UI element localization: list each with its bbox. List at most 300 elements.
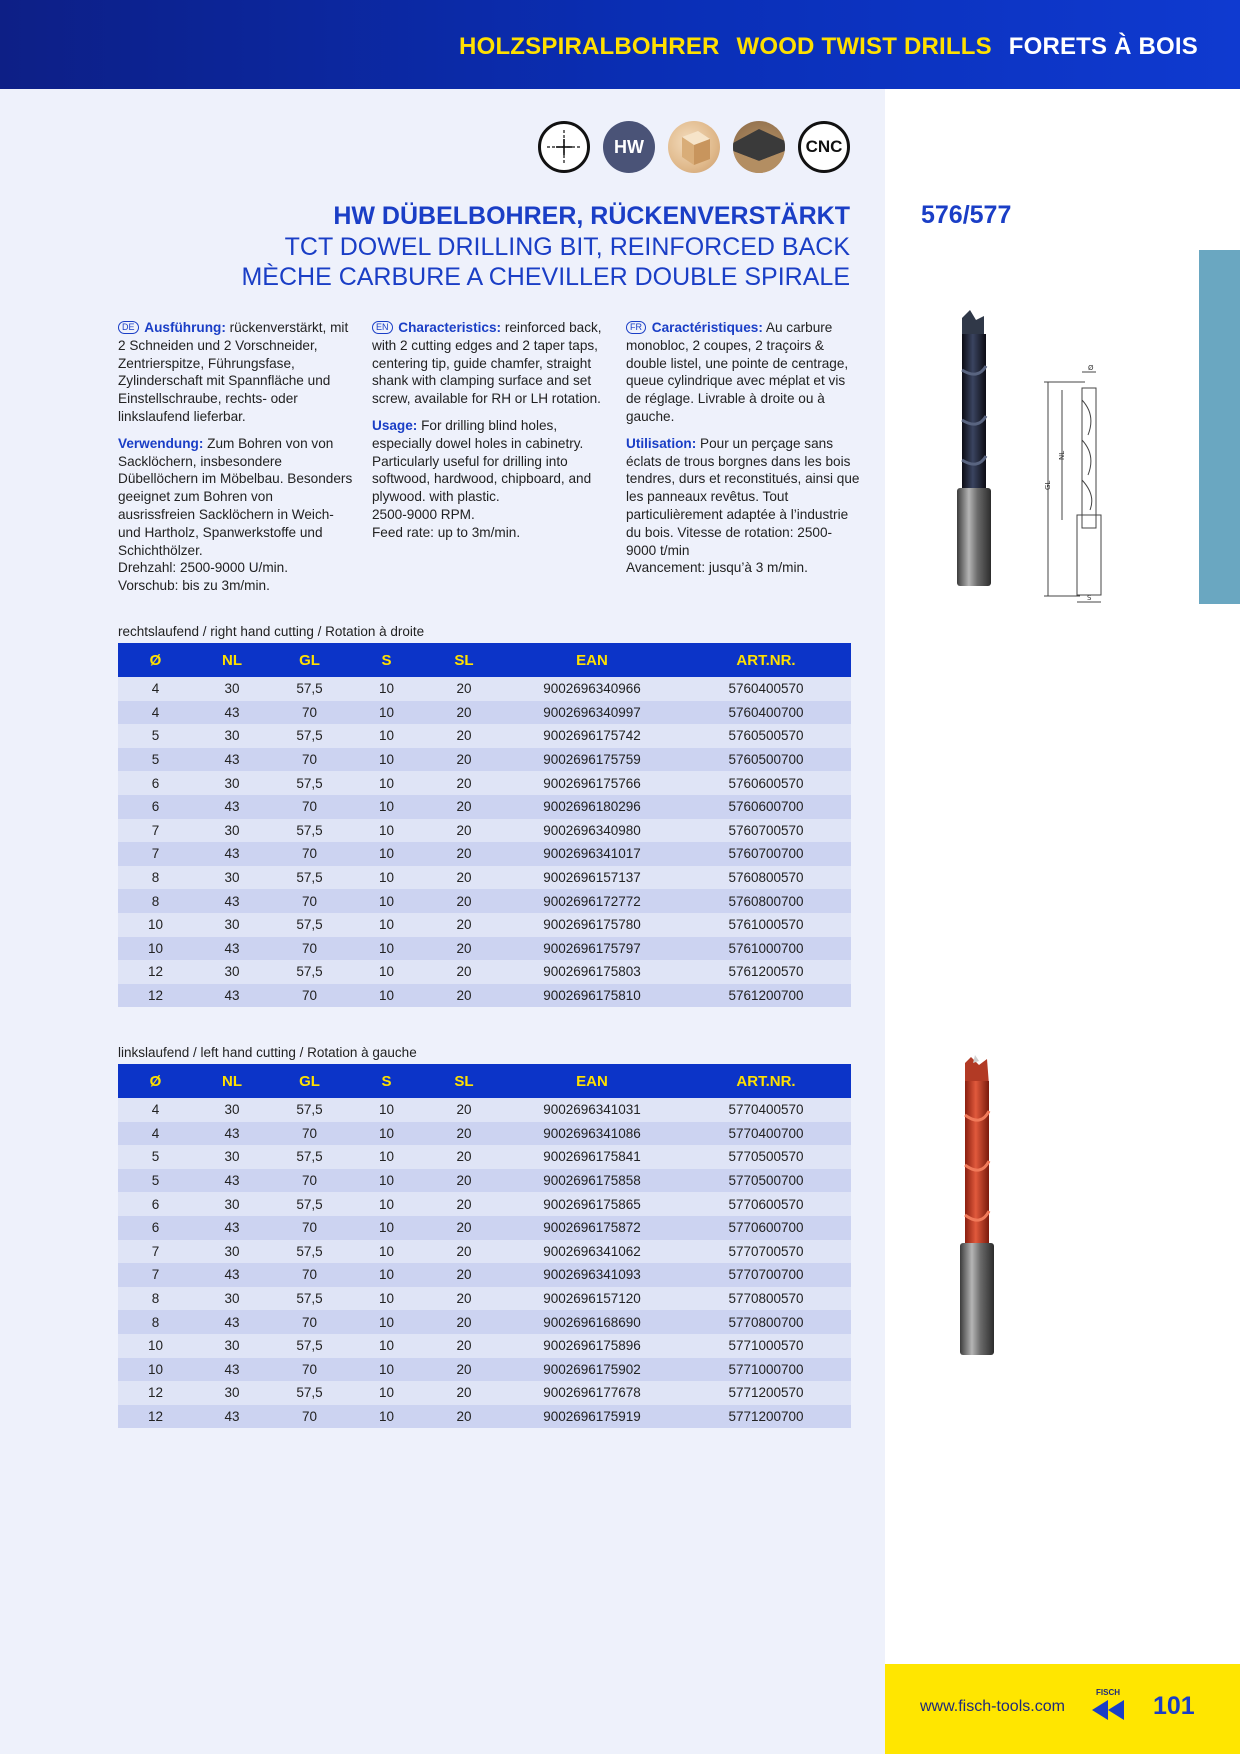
cell-s: 10: [348, 1287, 425, 1311]
description-de-usage: [118, 435, 353, 595]
table-header-row: [118, 643, 851, 677]
footer-bar: [885, 1664, 1240, 1754]
cell-art-nr: 5760400700: [681, 701, 851, 725]
cell-s: 10: [348, 748, 425, 772]
cell-diameter: 7: [118, 1240, 193, 1264]
cell-art-nr: 5770800700: [681, 1310, 851, 1334]
column-header-ean: EAN: [503, 643, 681, 677]
cell-gl: 70: [271, 1310, 348, 1334]
cell-nl: 30: [193, 771, 271, 795]
cell-nl: 43: [193, 937, 271, 961]
cell-nl: 43: [193, 1358, 271, 1382]
cell-s: 10: [348, 677, 425, 701]
cell-s: 10: [348, 701, 425, 725]
column-header-s: S: [348, 643, 425, 677]
cell-art-nr: 5770400700: [681, 1122, 851, 1146]
cell-ean: 9002696175780: [503, 913, 681, 937]
table-row: [118, 701, 851, 725]
column-header-nl: NL: [193, 1064, 271, 1098]
description-line: Feed rate: up to 3m/min.: [372, 524, 521, 540]
description-label: Usage:: [372, 417, 418, 433]
cell-diameter: 4: [118, 1122, 193, 1146]
description-fr-characteristics: [626, 319, 861, 426]
cell-nl: 43: [193, 795, 271, 819]
cell-s: 10: [348, 724, 425, 748]
header-title-en: WOOD TWIST DRILLS: [736, 33, 992, 60]
cell-diameter: 10: [118, 1358, 193, 1382]
cell-art-nr: 5770400570: [681, 1098, 851, 1122]
cell-gl: 70: [271, 748, 348, 772]
cell-sl: 20: [425, 889, 503, 913]
cell-sl: 20: [425, 1145, 503, 1169]
cell-nl: 30: [193, 1381, 271, 1405]
feature-icons: [538, 121, 850, 173]
table-row: [118, 960, 851, 984]
cell-ean: 9002696175841: [503, 1145, 681, 1169]
right-hand-table: [118, 643, 851, 1007]
cell-nl: 43: [193, 701, 271, 725]
cell-nl: 43: [193, 1216, 271, 1240]
description-line: Avancement: jusqu’à 3 m/min.: [626, 560, 808, 576]
cell-ean: 9002696175803: [503, 960, 681, 984]
cell-sl: 20: [425, 960, 503, 984]
cell-nl: 30: [193, 1145, 271, 1169]
cell-s: 10: [348, 1263, 425, 1287]
cell-art-nr: 5771200570: [681, 1381, 851, 1405]
cell-art-nr: 5771200700: [681, 1405, 851, 1429]
cell-diameter: 7: [118, 842, 193, 866]
cell-ean: 9002696175865: [503, 1192, 681, 1216]
cell-art-nr: 5761200570: [681, 960, 851, 984]
cell-art-nr: 5770700570: [681, 1240, 851, 1264]
footer-url[interactable]: www.fisch-tools.com: [920, 1698, 1065, 1715]
cell-ean: 9002696341017: [503, 842, 681, 866]
cell-sl: 20: [425, 1192, 503, 1216]
drill-image-black: [940, 310, 1010, 590]
cell-s: 10: [348, 1169, 425, 1193]
cell-gl: 57,5: [271, 819, 348, 843]
table-row: [118, 1122, 851, 1146]
cell-ean: 9002696340997: [503, 701, 681, 725]
cell-s: 10: [348, 771, 425, 795]
cell-diameter: 8: [118, 1310, 193, 1334]
column-header-gl: GL: [271, 643, 348, 677]
description-text: Pour un perçage sans éclats de trous borgnes dans les bois tendres, durs et reconstitués, ainsi que les panneaux revêtus. Tout particulièrement adaptée à l’industrie du bois. Vitesse de rotation: 2500-9000 t/min: [626, 435, 860, 558]
table-row: [118, 677, 851, 701]
cell-art-nr: 5760400570: [681, 677, 851, 701]
cell-sl: 20: [425, 724, 503, 748]
dimension-label-nl: NL: [1058, 450, 1066, 460]
cell-ean: 9002696341062: [503, 1240, 681, 1264]
cell-sl: 20: [425, 1405, 503, 1429]
table-row: [118, 1145, 851, 1169]
cell-s: 10: [348, 1310, 425, 1334]
table-row: [118, 795, 851, 819]
cell-ean: 9002696175742: [503, 724, 681, 748]
cell-art-nr: 5760700700: [681, 842, 851, 866]
description-en: [372, 319, 607, 551]
table-row: [118, 1381, 851, 1405]
cell-art-nr: 5761200700: [681, 984, 851, 1008]
description-line: 2500-9000 RPM.: [372, 506, 475, 522]
table-row: [118, 913, 851, 937]
cell-diameter: 7: [118, 819, 193, 843]
cell-art-nr: 5770800570: [681, 1287, 851, 1311]
cell-art-nr: 5760700570: [681, 819, 851, 843]
description-label: Verwendung:: [118, 435, 204, 451]
cell-gl: 57,5: [271, 1287, 348, 1311]
description-text: reinforced back, with 2 cutting edges and 2 taper taps, centering tip, guide chamfer, straight shank with clamping surface and set screw, available for RH or LH rotation.: [372, 320, 602, 407]
table-row: [118, 1310, 851, 1334]
cell-sl: 20: [425, 701, 503, 725]
cell-gl: 70: [271, 701, 348, 725]
cell-ean: 9002696340966: [503, 677, 681, 701]
wood-icon: [668, 121, 720, 173]
cell-ean: 9002696172772: [503, 889, 681, 913]
cell-gl: 70: [271, 1216, 348, 1240]
cell-sl: 20: [425, 1310, 503, 1334]
cell-diameter: 10: [118, 937, 193, 961]
cell-art-nr: 5760600700: [681, 795, 851, 819]
cell-diameter: 12: [118, 1381, 193, 1405]
cell-diameter: 8: [118, 889, 193, 913]
table-row: [118, 1240, 851, 1264]
cell-diameter: 5: [118, 724, 193, 748]
cell-sl: 20: [425, 842, 503, 866]
cell-s: 10: [348, 1216, 425, 1240]
description-text: rückenverstärkt, mit 2 Schneiden und 2 Vorschneider, Zentrierspitze, Führungsfase, Zylinderschaft mit Spannfläche und Einstellschraube, rechts- oder linkslaufend lieferbar.: [118, 320, 349, 424]
table-row: [118, 1334, 851, 1358]
cell-nl: 43: [193, 889, 271, 913]
table-row: [118, 889, 851, 913]
cell-sl: 20: [425, 1287, 503, 1311]
table-row: [118, 937, 851, 961]
cell-sl: 20: [425, 795, 503, 819]
cell-sl: 20: [425, 1358, 503, 1382]
product-title-fr: MÈCHE CARBURE A CHEVILLER DOUBLE SPIRALE: [241, 263, 850, 291]
cell-nl: 30: [193, 1098, 271, 1122]
cell-gl: 57,5: [271, 1098, 348, 1122]
cell-art-nr: 5770600700: [681, 1216, 851, 1240]
cell-ean: 9002696175919: [503, 1405, 681, 1429]
cell-art-nr: 5760800700: [681, 889, 851, 913]
cell-gl: 70: [271, 842, 348, 866]
table-row: [118, 1098, 851, 1122]
cell-diameter: 10: [118, 913, 193, 937]
page-number: 101: [1153, 1692, 1195, 1720]
cell-diameter: 5: [118, 1145, 193, 1169]
description-de-characteristics: [118, 319, 353, 426]
table-row: [118, 842, 851, 866]
cell-diameter: 5: [118, 1169, 193, 1193]
cnc-icon: [798, 121, 850, 173]
cell-gl: 57,5: [271, 1240, 348, 1264]
column-header-diameter: Ø: [118, 1064, 193, 1098]
cell-art-nr: 5771000700: [681, 1358, 851, 1382]
cell-s: 10: [348, 984, 425, 1008]
table-row: [118, 819, 851, 843]
section-tab: [1199, 250, 1240, 604]
cell-nl: 43: [193, 1310, 271, 1334]
cell-gl: 57,5: [271, 913, 348, 937]
cell-s: 10: [348, 1192, 425, 1216]
cell-ean: 9002696175896: [503, 1334, 681, 1358]
cell-art-nr: 5760800570: [681, 866, 851, 890]
column-header-art-nr: ART.NR.: [681, 643, 851, 677]
description-text: Au carbure monobloc, 2 coupes, 2 traçoirs & double listel, une pointe de centrage, queue cylindrique avec méplat et vis de réglage. Livrable à droite ou à gauche.: [626, 320, 849, 424]
column-header-sl: SL: [425, 1064, 503, 1098]
cell-ean: 9002696175797: [503, 937, 681, 961]
header-title-fr: FORETS À BOIS: [1008, 33, 1198, 60]
cell-ean: 9002696168690: [503, 1310, 681, 1334]
cell-sl: 20: [425, 984, 503, 1008]
right-table-caption: rechtslaufend / right hand cutting / Rotation à droite: [118, 624, 425, 639]
drill-dimension-drawing: [1040, 360, 1120, 605]
cell-ean: 9002696180296: [503, 795, 681, 819]
cell-art-nr: 5760600570: [681, 771, 851, 795]
cell-nl: 30: [193, 866, 271, 890]
product-title-de: HW DÜBELBOHRER, RÜCKENVERSTÄRKT: [333, 202, 850, 230]
cell-ean: 9002696341093: [503, 1263, 681, 1287]
cell-diameter: 6: [118, 795, 193, 819]
dimension-label-diameter: Ø: [1088, 364, 1094, 372]
description-label: Characteristics:: [398, 320, 502, 335]
table-row: [118, 866, 851, 890]
hw-icon-label: HW: [614, 136, 644, 157]
column-header-diameter: Ø: [118, 643, 193, 677]
cell-nl: 43: [193, 842, 271, 866]
header-bar: [0, 0, 1240, 89]
left-table-caption: linkslaufend / left hand cutting / Rotation à gauche: [118, 1045, 417, 1060]
description-label: Ausführung:: [144, 320, 226, 335]
cell-nl: 30: [193, 960, 271, 984]
cell-ean: 9002696341086: [503, 1122, 681, 1146]
cell-s: 10: [348, 1405, 425, 1429]
cell-s: 10: [348, 1098, 425, 1122]
cell-sl: 20: [425, 748, 503, 772]
cell-sl: 20: [425, 866, 503, 890]
cell-sl: 20: [425, 1122, 503, 1146]
table-row: [118, 1358, 851, 1382]
cell-gl: 57,5: [271, 1381, 348, 1405]
table-row: [118, 748, 851, 772]
cell-diameter: 6: [118, 1216, 193, 1240]
cell-gl: 57,5: [271, 724, 348, 748]
column-header-art-nr: ART.NR.: [681, 1064, 851, 1098]
description-fr: [626, 319, 861, 586]
cell-art-nr: 5761000570: [681, 913, 851, 937]
cell-art-nr: 5770500700: [681, 1169, 851, 1193]
cell-nl: 30: [193, 819, 271, 843]
board-icon: [733, 121, 785, 173]
cell-nl: 30: [193, 724, 271, 748]
cell-gl: 57,5: [271, 771, 348, 795]
cell-s: 10: [348, 960, 425, 984]
cell-gl: 70: [271, 889, 348, 913]
cell-s: 10: [348, 1145, 425, 1169]
drill-image-red: [945, 1055, 1015, 1360]
cell-sl: 20: [425, 1098, 503, 1122]
cell-nl: 30: [193, 913, 271, 937]
description-text: Zum Bohren von von Sacklöchern, insbesondere Dübellöchern im Möbelbau. Besonders geeignet zum Bohren von ausrissfreien Sacklöchern in Weich- und Hartholz, Spanwerkstoffe und Schichthölzer.: [118, 435, 353, 558]
cell-s: 10: [348, 1334, 425, 1358]
cell-s: 10: [348, 913, 425, 937]
table-row: [118, 1287, 851, 1311]
table-row: [118, 1169, 851, 1193]
dimension-label-gl: GL: [1044, 480, 1052, 490]
cell-diameter: 8: [118, 866, 193, 890]
cell-ean: 9002696177678: [503, 1381, 681, 1405]
cell-ean: 9002696157120: [503, 1287, 681, 1311]
cell-ean: 9002696157137: [503, 866, 681, 890]
column-header-gl: GL: [271, 1064, 348, 1098]
cell-nl: 43: [193, 748, 271, 772]
cell-sl: 20: [425, 1240, 503, 1264]
table-header-row: [118, 1064, 851, 1098]
cell-nl: 43: [193, 1405, 271, 1429]
cell-gl: 57,5: [271, 1334, 348, 1358]
cell-s: 10: [348, 889, 425, 913]
cell-gl: 70: [271, 1169, 348, 1193]
cell-s: 10: [348, 1381, 425, 1405]
cell-s: 10: [348, 1358, 425, 1382]
cnc-icon-label: CNC: [805, 137, 843, 156]
cell-sl: 20: [425, 913, 503, 937]
description-line: Vorschub: bis zu 3m/min.: [118, 578, 270, 594]
cell-diameter: 4: [118, 1098, 193, 1122]
cell-diameter: 12: [118, 984, 193, 1008]
cell-diameter: 4: [118, 701, 193, 725]
cell-sl: 20: [425, 1216, 503, 1240]
cell-ean: 9002696175902: [503, 1358, 681, 1382]
cell-gl: 57,5: [271, 1192, 348, 1216]
cell-ean: 9002696175858: [503, 1169, 681, 1193]
dimension-label-s: S: [1087, 594, 1092, 602]
column-header-s: S: [348, 1064, 425, 1098]
fisch-logo-icon: [1090, 1686, 1130, 1726]
crosshair-icon: [538, 121, 590, 173]
product-heading: [241, 201, 850, 292]
description-en-characteristics: [372, 319, 607, 408]
cell-diameter: 10: [118, 1334, 193, 1358]
cell-nl: 43: [193, 984, 271, 1008]
description-label: Caractéristiques:: [651, 320, 763, 335]
cell-ean: 9002696175766: [503, 771, 681, 795]
column-header-nl: NL: [193, 643, 271, 677]
column-header-ean: EAN: [503, 1064, 681, 1098]
cell-nl: 30: [193, 1334, 271, 1358]
cell-art-nr: 5770700700: [681, 1263, 851, 1287]
cell-s: 10: [348, 795, 425, 819]
fisch-logo-text: FISCH: [1096, 1688, 1120, 1697]
cell-gl: 57,5: [271, 1145, 348, 1169]
cell-sl: 20: [425, 1169, 503, 1193]
description-fr-usage: [626, 435, 861, 577]
cell-nl: 30: [193, 1287, 271, 1311]
product-number: 576/577: [921, 201, 1012, 229]
cell-diameter: 12: [118, 960, 193, 984]
cell-sl: 20: [425, 1334, 503, 1358]
cell-diameter: 5: [118, 748, 193, 772]
cell-gl: 70: [271, 1122, 348, 1146]
table-row: [118, 724, 851, 748]
cell-gl: 70: [271, 1358, 348, 1382]
table-row: [118, 1263, 851, 1287]
left-hand-table: [118, 1064, 851, 1428]
cell-diameter: 7: [118, 1263, 193, 1287]
cell-diameter: 12: [118, 1405, 193, 1429]
cell-gl: 57,5: [271, 960, 348, 984]
cell-art-nr: 5771000570: [681, 1334, 851, 1358]
description-line: Drehzahl: 2500-9000 U/min.: [118, 560, 289, 576]
cell-gl: 70: [271, 1263, 348, 1287]
description-en-usage: [372, 417, 607, 542]
cell-sl: 20: [425, 937, 503, 961]
cell-gl: 70: [271, 1405, 348, 1429]
product-title-en: TCT DOWEL DRILLING BIT, REINFORCED BACK: [284, 233, 850, 261]
cell-gl: 57,5: [271, 866, 348, 890]
description-label: Utilisation:: [626, 435, 697, 451]
lang-badge-fr: FR: [626, 321, 646, 334]
cell-s: 10: [348, 937, 425, 961]
cell-gl: 57,5: [271, 677, 348, 701]
table-row: [118, 984, 851, 1008]
cell-nl: 43: [193, 1122, 271, 1146]
cell-nl: 43: [193, 1169, 271, 1193]
table-row: [118, 1216, 851, 1240]
cell-art-nr: 5770500570: [681, 1145, 851, 1169]
table-row: [118, 771, 851, 795]
lang-badge-de: DE: [118, 321, 139, 334]
cell-sl: 20: [425, 1381, 503, 1405]
cell-diameter: 8: [118, 1287, 193, 1311]
column-header-sl: SL: [425, 643, 503, 677]
cell-ean: 9002696175810: [503, 984, 681, 1008]
header-title-de: HOLZSPIRALBOHRER: [459, 33, 720, 60]
cell-nl: 30: [193, 677, 271, 701]
header-titles: [459, 33, 1198, 61]
cell-nl: 43: [193, 1263, 271, 1287]
cell-sl: 20: [425, 819, 503, 843]
cell-sl: 20: [425, 677, 503, 701]
cell-art-nr: 5770600570: [681, 1192, 851, 1216]
cell-sl: 20: [425, 1263, 503, 1287]
table-row: [118, 1405, 851, 1429]
description-de: [118, 319, 353, 604]
cell-diameter: 6: [118, 771, 193, 795]
hw-icon: [603, 121, 655, 173]
cell-ean: 9002696175759: [503, 748, 681, 772]
cell-art-nr: 5761000700: [681, 937, 851, 961]
table-row: [118, 1192, 851, 1216]
cell-diameter: 6: [118, 1192, 193, 1216]
cell-art-nr: 5760500700: [681, 748, 851, 772]
cell-gl: 70: [271, 984, 348, 1008]
description-text: For drilling blind holes, especially dowel holes in cabinetry. Particularly useful for drilling into softwood, hardwood, chipboard, and plywood. with plastic.: [372, 417, 592, 505]
cell-nl: 30: [193, 1192, 271, 1216]
lang-badge-en: EN: [372, 321, 393, 334]
cell-diameter: 4: [118, 677, 193, 701]
cell-gl: 70: [271, 795, 348, 819]
cell-ean: 9002696175872: [503, 1216, 681, 1240]
cell-ean: 9002696340980: [503, 819, 681, 843]
cell-s: 10: [348, 842, 425, 866]
cell-gl: 70: [271, 937, 348, 961]
cell-s: 10: [348, 866, 425, 890]
cell-ean: 9002696341031: [503, 1098, 681, 1122]
cell-sl: 20: [425, 771, 503, 795]
cell-s: 10: [348, 1122, 425, 1146]
